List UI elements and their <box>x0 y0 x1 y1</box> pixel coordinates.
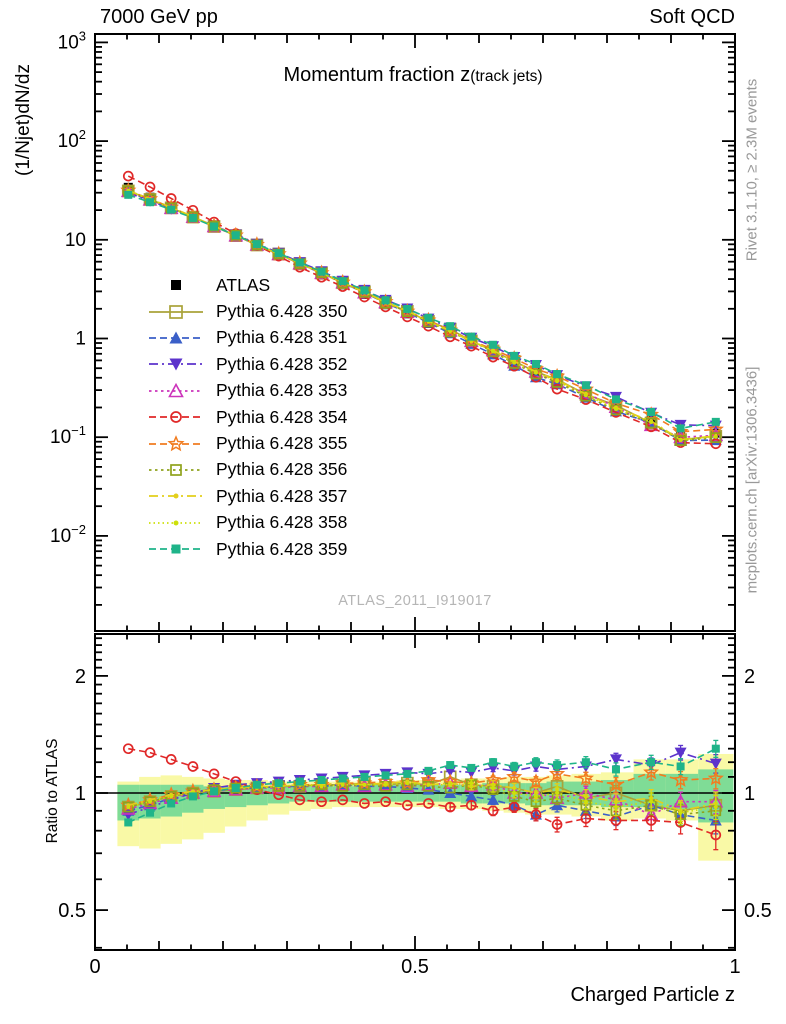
ratio-y-tick-label: 1 <box>744 783 756 805</box>
legend-marker-ostar-icon <box>148 433 204 455</box>
legend-marker-fsq-icon <box>148 274 204 296</box>
legend-marker-dot-icon <box>148 512 204 534</box>
mcplots-arxiv-note: mcplots.cern.ch [arXiv:1306.3436] <box>743 366 761 594</box>
plot-title <box>283 64 542 87</box>
legend-marker-otu-icon <box>148 380 204 402</box>
main-y-axis-title: (1/Njet)dN/dz <box>13 64 34 176</box>
legend-item-atlas <box>148 272 347 298</box>
x-tick-label: 0.5 <box>401 956 429 978</box>
ratio-y-tick-label: 1 <box>74 783 86 805</box>
main-y-tick-label: 1 <box>75 328 86 350</box>
x-tick-label: 0 <box>89 956 101 978</box>
legend-item-pythia-6-428-357 <box>148 483 347 509</box>
x-tick-label: 1 <box>729 956 741 978</box>
main-y-tick-label: 10 <box>64 229 86 251</box>
legend-item-pythia-6-428-351 <box>148 325 347 351</box>
main-y-tick-label: $10^3$ <box>57 28 86 54</box>
ratio-y-tick-label: 2 <box>744 665 756 688</box>
legend-item-pythia-6-428-350 <box>148 298 347 324</box>
main-y-tick-label: $10^{-1}$ <box>50 423 86 449</box>
legend-item-pythia-6-428-352 <box>148 351 347 377</box>
legend-item-pythia-6-428-354 <box>148 404 347 430</box>
legend-marker-osq-icon <box>148 301 204 323</box>
main-y-tick-label: $10^2$ <box>57 127 86 153</box>
legend-item-pythia-6-428-353 <box>148 378 347 404</box>
beam-energy-label: 7000 GeV pp <box>100 6 218 28</box>
legend-item-pythia-6-428-358 <box>148 510 347 536</box>
plot-title-main: Momentum fraction z <box>283 64 471 86</box>
legend-marker-oc-icon <box>148 406 204 428</box>
legend-label: Pythia 6.428 355 <box>216 433 348 454</box>
legend-marker-dot-icon <box>148 485 204 507</box>
legend-marker-ftd-icon <box>148 353 204 375</box>
legend-label: ATLAS <box>216 274 271 295</box>
legend <box>148 272 347 562</box>
rivet-version-note: Rivet 3.1.10, ≥ 2.3M events <box>743 78 761 262</box>
legend-label: Pythia 6.428 358 <box>216 512 348 533</box>
analysis-id-watermark: ATLAS_2011_I919017 <box>338 593 492 609</box>
legend-label: Pythia 6.428 354 <box>216 406 348 427</box>
ratio-y-tick-label: 0.5 <box>744 900 772 923</box>
legend-label: Pythia 6.428 359 <box>216 538 348 559</box>
legend-label: Pythia 6.428 350 <box>216 301 348 322</box>
legend-marker-ftu-icon <box>148 327 204 349</box>
legend-item-pythia-6-428-359 <box>148 536 347 562</box>
x-axis-title: Charged Particle z <box>570 984 735 1006</box>
legend-label: Pythia 6.428 351 <box>216 327 348 348</box>
legend-label: Pythia 6.428 353 <box>216 380 348 401</box>
ratio-y-tick-label: 2 <box>74 665 86 688</box>
ratio-y-tick-label: 0.5 <box>58 900 86 923</box>
legend-item-pythia-6-428-356 <box>148 457 347 483</box>
legend-label: Pythia 6.428 352 <box>216 353 348 374</box>
ratio-y-axis-title: Ratio to ATLAS <box>44 738 61 844</box>
plot-title-sub: (track jets) <box>470 68 543 85</box>
legend-label: Pythia 6.428 357 <box>216 485 348 506</box>
legend-label: Pythia 6.428 356 <box>216 459 348 480</box>
legend-item-pythia-6-428-355 <box>148 430 347 456</box>
legend-marker-fsq-icon <box>148 538 204 560</box>
process-group-label: Soft QCD <box>649 6 735 28</box>
legend-marker-osq-icon <box>148 459 204 481</box>
main-y-tick-label: $10^{-2}$ <box>50 521 86 547</box>
